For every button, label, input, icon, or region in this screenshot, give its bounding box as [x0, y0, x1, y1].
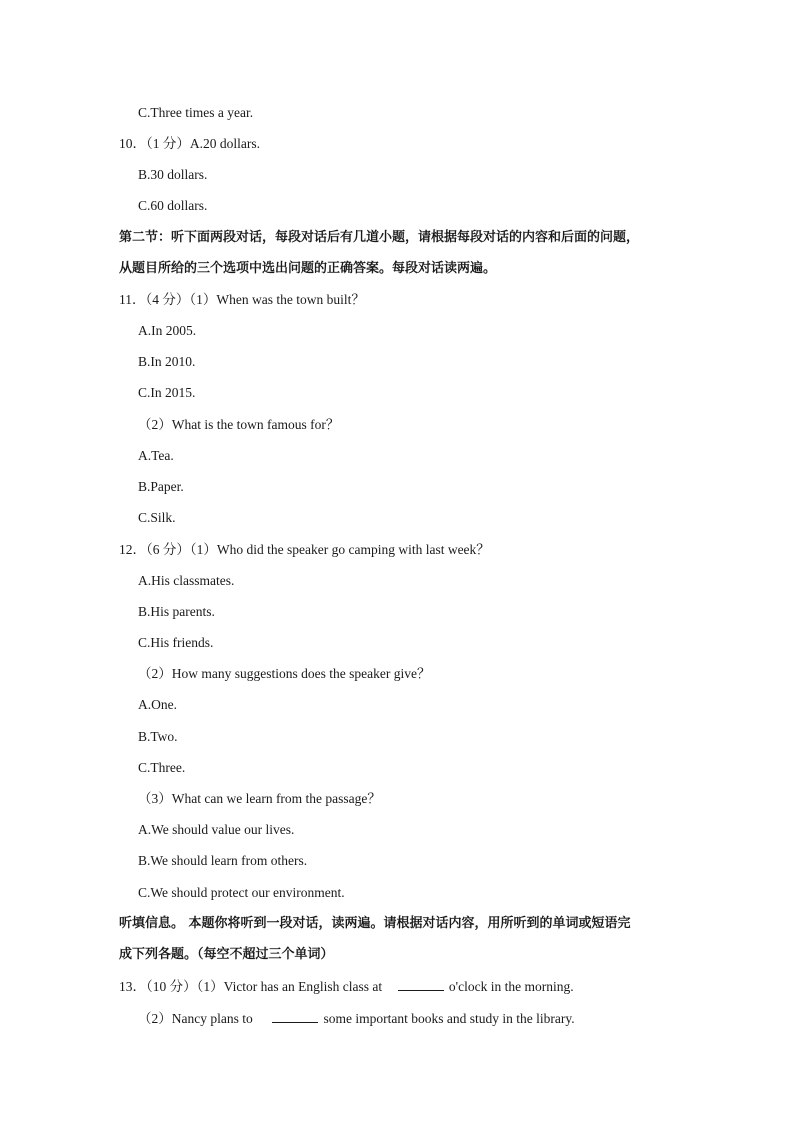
- q9-option-c: C.Three times a year.: [138, 105, 254, 120]
- q12-2-option-b: B.Two.: [138, 729, 178, 744]
- section-3-instruction-line2: 成下列各题。（每空不超过三个单词）: [119, 947, 334, 962]
- q12-2-option-a: A.One.: [138, 697, 177, 712]
- q11-2-option-b: B.Paper.: [138, 479, 184, 494]
- q13-2-sentence: [138, 1009, 575, 1028]
- q13-2-text-after: some important books and study in the library.: [323, 1011, 575, 1026]
- q10-option-c: C.60 dollars.: [138, 198, 208, 213]
- section-2-instruction-line2: 从题目所给的三个选项中选出问题的正确答案。每段对话读两遍。: [119, 261, 497, 276]
- q11-2-option-c: C.Silk.: [138, 510, 176, 525]
- q12-2-stem: （2）How many suggestions does the speaker give？: [138, 666, 431, 681]
- q10-option-b: B.30 dollars.: [138, 167, 208, 182]
- q12-1-option-b: B.His parents.: [138, 604, 215, 619]
- q11-2-stem: （2）What is the town famous for？: [138, 417, 340, 432]
- q11-1-option-b: B.In 2010.: [138, 354, 196, 369]
- q11-1-option-a: A.In 2005.: [138, 323, 197, 338]
- q12-3-option-b: B.We should learn from others.: [138, 853, 308, 868]
- q13-1-text-before: 13．（10 分）（1）Victor has an English class at: [119, 979, 383, 994]
- q11-2-option-a: A.Tea.: [138, 448, 174, 463]
- q13-2-blank[interactable]: [272, 1009, 318, 1023]
- q13-1-blank[interactable]: [398, 977, 444, 991]
- q11-stem: 11．（4 分）（1）When was the town built？: [119, 292, 365, 307]
- q11-1-option-c: C.In 2015.: [138, 385, 196, 400]
- q12-1-option-c: C.His friends.: [138, 635, 214, 650]
- q10-stem-option-a: 10．（1 分）A.20 dollars.: [119, 136, 260, 151]
- q12-1-option-a: A.His classmates.: [138, 573, 235, 588]
- q13-1-sentence: [119, 977, 574, 996]
- q12-2-option-c: C.Three.: [138, 760, 186, 775]
- section-3-instruction-line1: 听填信息。 本题你将听到一段对话，读两遍。请根据对话内容，用所听到的单词或短语完: [119, 916, 631, 931]
- section-2-instruction-line1: 第二节：听下面两段对话，每段对话后有几道小题，请根据每段对话的内容和后面的问题，: [119, 230, 640, 245]
- q12-3-stem: （3）What can we learn from the passage？: [138, 791, 381, 806]
- q12-3-option-a: A.We should value our lives.: [138, 822, 295, 837]
- q12-3-option-c: C.We should protect our environment.: [138, 885, 345, 900]
- q13-2-text-before: （2）Nancy plans to: [138, 1011, 253, 1026]
- q12-stem: 12．（6 分）（1）Who did the speaker go camping with last week？: [119, 542, 490, 557]
- q13-1-text-after: o'clock in the morning.: [448, 979, 574, 994]
